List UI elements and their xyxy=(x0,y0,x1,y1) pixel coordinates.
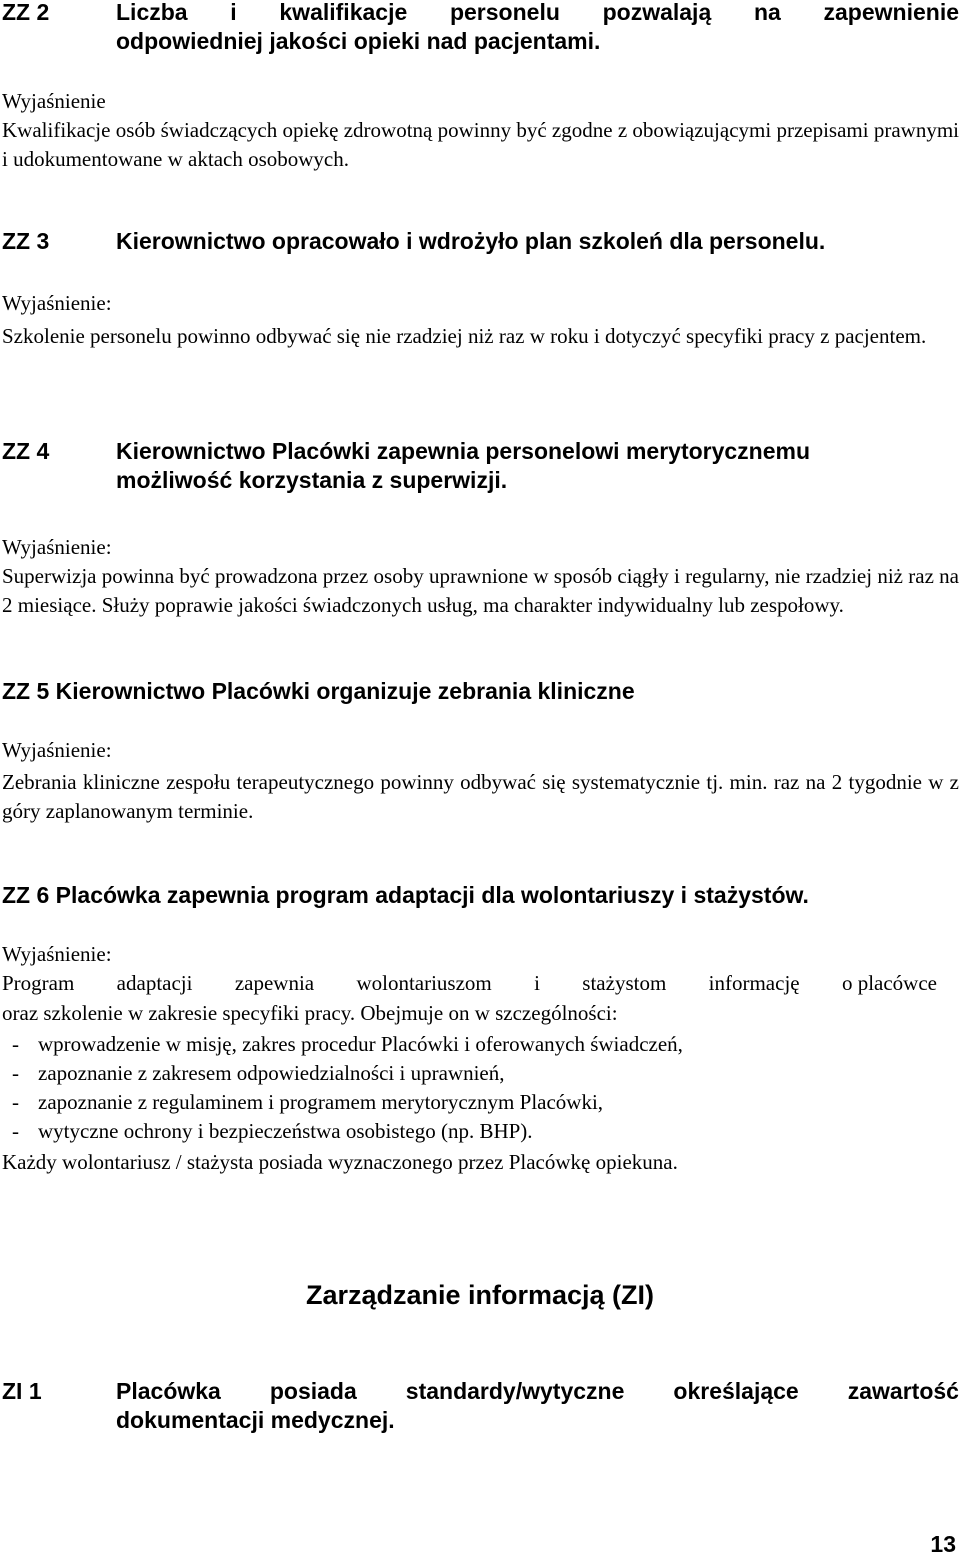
zi1-title-line1 xyxy=(116,1377,959,1406)
list-item: - zapoznanie z regulaminem i programem merytorycznym Placówki, xyxy=(12,1088,912,1117)
zz3-code: ZZ 3 xyxy=(2,228,50,254)
zi1-word: określające xyxy=(673,1378,799,1404)
list-item: - wprowadzenie w misję, zakres procedur Placówki i oferowanych świadczeń, xyxy=(12,1030,912,1059)
zz6-word: informację xyxy=(708,971,800,995)
zz3-title: Kierownictwo opracowało i wdrożyło plan szkoleń dla personelu. xyxy=(116,228,826,254)
zz6-explain-line1 xyxy=(2,969,937,998)
zz5-title: ZZ 5 Kierownictwo Placówki organizuje zebrania kliniczne xyxy=(2,678,635,704)
zz6-title: ZZ 6 Placówka zapewnia program adaptacji dla wolontariuszy i stażystów. xyxy=(2,882,809,908)
list-marker: - xyxy=(12,1090,19,1114)
zz6-word: wolontariuszom xyxy=(356,971,492,995)
list-marker: - xyxy=(12,1061,19,1085)
zi1-title-line2: dokumentacji medycznej. xyxy=(116,1407,395,1433)
zz6-word: Program xyxy=(2,971,75,995)
zz4-explain-label: Wyjaśnienie: xyxy=(2,535,112,559)
zz4-explain-text: Superwizja powinna być prowadzona przez osoby uprawnione w sposób ciągły i regularny, nie rzadziej niż raz na 2 miesiące. Służy poprawie jakości świadczonych usług, ma charakter indywidualny lub zespołowy. xyxy=(2,564,959,617)
zz6-word: stażystom xyxy=(582,971,667,995)
section-title: Zarządzanie informacją (ZI) xyxy=(305,1280,655,1310)
zz6-word: i xyxy=(534,971,540,995)
zi1-word: posiada xyxy=(269,1378,357,1404)
list-item: - zapoznanie z zakresem odpowiedzialności i uprawnień, xyxy=(12,1059,912,1088)
zz6-list xyxy=(12,1030,912,1146)
zz4-title-line1: Kierownictwo Placówki zapewnia personelowi merytorycznemu xyxy=(116,438,811,464)
zi1-code: ZI 1 xyxy=(2,1378,42,1404)
zz6-word: adaptacji xyxy=(116,971,193,995)
list-item: - wytyczne ochrony i bezpieczeństwa osobistego (np. BHP). xyxy=(12,1117,912,1146)
zz6-explain-line2: oraz szkolenie w zakresie specyfiki pracy. Obejmuje on w szczególności: xyxy=(2,1001,618,1025)
zz5-explain-text: Zebrania kliniczne zespołu terapeutycznego powinny odbywać się systematycznie tj. min. raz na 2 tygodnie w z góry zaplanowanym terminie. xyxy=(2,770,959,823)
zz2-title-line1: Liczba i kwalifikacje personelu pozwalają na zapewnienie xyxy=(116,0,959,25)
zz4-code: ZZ 4 xyxy=(2,438,50,464)
zz2-title-line2: odpowiedniej jakości opieki nad pacjentami. xyxy=(116,28,601,54)
zz2-code: ZZ 2 xyxy=(2,0,50,25)
zz2-explain-label: Wyjaśnienie xyxy=(2,89,106,113)
zz6-explain-label: Wyjaśnienie: xyxy=(2,942,112,966)
zz6-word: o placówce xyxy=(841,971,937,995)
zi1-word: standardy/wytyczne xyxy=(405,1378,625,1404)
zz6-word: zapewnia xyxy=(234,971,315,995)
zz3-explain-text: Szkolenie personelu powinno odbywać się nie rzadziej niż raz w roku i dotyczyć specyfiki pracy z pacjentem. xyxy=(2,324,927,348)
zz2-explain-text: Kwalifikacje osób świadczących opiekę zdrowotną powinny być zgodne z obowiązującymi przepisami prawnymi i udokumentowane w aktach osobowych. xyxy=(2,118,959,171)
list-marker: - xyxy=(12,1119,19,1143)
zz6-closing: Każdy wolontariusz / stażysta posiada wyznaczonego przez Placówkę opiekuna. xyxy=(2,1150,678,1174)
list-marker: - xyxy=(12,1032,19,1056)
zz4-title-line2: możliwość korzystania z superwizji. xyxy=(116,467,508,493)
zi1-word: zawartość xyxy=(847,1378,959,1404)
zz5-explain-label: Wyjaśnienie: xyxy=(2,738,112,762)
page-number: 13 xyxy=(930,1531,956,1557)
zz3-explain-label: Wyjaśnienie: xyxy=(2,291,112,315)
zi1-word: Placówka xyxy=(116,1378,221,1404)
